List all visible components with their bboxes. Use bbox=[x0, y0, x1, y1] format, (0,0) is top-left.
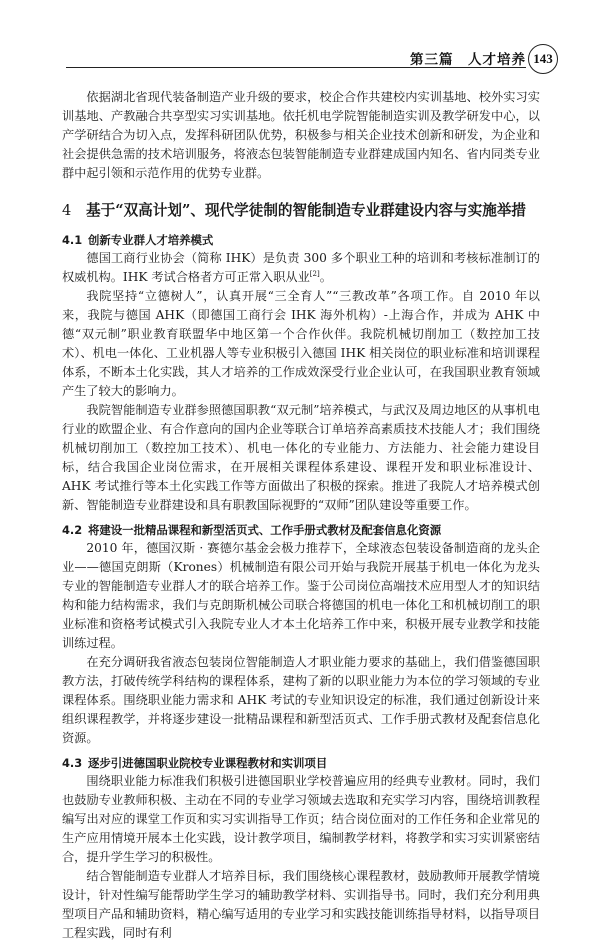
part-title: 第三篇 人才培养 bbox=[410, 52, 526, 68]
subsection-number: 4.2 bbox=[62, 523, 83, 537]
section-4-1-heading bbox=[62, 231, 540, 249]
subsection-title: 创新专业群人才培养模式 bbox=[88, 233, 214, 247]
paragraph-text: 德国工商行业协会（简称 IHK）是负责 300 多个职业工种的培训和考核标准制订的权威机构。IHK 考试合格者方可正常入职从业 bbox=[62, 251, 540, 284]
paragraph bbox=[62, 249, 540, 287]
subsection-number: 4.3 bbox=[62, 756, 83, 770]
paragraph: 在充分调研我省液态包装岗位智能制造人才职业能力要求的基础上，我们借鉴德国职教方法，打破传统学科结构的课程体系，建构了新的以职业能力为本位的学习领域的专业课程体系。围绕职业能力需求和 AHK 考试的专业知识设定的标准，我们通过创新设计来组织课程教学，并将逐步建设一批精品课程和新型活页式、工作手册式教材及配套信息化资源。 bbox=[62, 655, 540, 745]
section-number: 4 bbox=[62, 202, 72, 219]
subsection-title: 逐步引进德国职业院校专业课程教材和实训项目 bbox=[88, 756, 328, 770]
header-rule bbox=[66, 67, 526, 68]
intro-paragraph: 依据湖北省现代装备制造产业升级的要求，校企合作共建校内实训基地、校外实习实训基地、产教融合共享型实习实训基地。依托机电学院智能制造实训及教学研发中心，以产学研结合为切入点，发挥科研团队优势，积极参与相关企业技术创新和研发，为企业和社会提供急需的技术培训服务，将液态包装智能制造专业群建成国内知名、省内同类专业群中起引领和示范作用的优势专业群。 bbox=[62, 90, 540, 180]
paragraph: 结合智能制造专业群人才培养目标，我们围绕核心课程教材，鼓励教师开展教学情境设计，针对性编写能帮助学生学习的辅助教学材料、实训指导书。同时，我们充分利用典型项目产品和辅助资料，精心编写适用的专业学习和实践技能训练指导材料，以指导项目工程实践，同时有利 bbox=[62, 869, 540, 940]
section-4-3-heading bbox=[62, 754, 540, 772]
section-title: 基于“双高计划”、现代学徒制的智能制造专业群建设内容与实施举措 bbox=[86, 202, 527, 219]
paragraph-end: 。 bbox=[319, 270, 332, 284]
section-4-heading bbox=[62, 201, 540, 221]
subsection-title: 将建设一批精品课程和新型活页式、工作手册式教材及配套信息化资源 bbox=[88, 523, 442, 537]
running-header bbox=[0, 0, 600, 66]
paragraph: 我院智能制造专业群参照德国职教“双元制”培养模式，与武汉及周边地区的从事机电行业的欧盟企业、有合作意向的国内企业等联合订单培养高素质技术技能人才；我们围绕机械切削加工（数控加工技术）、机电一体化的专业能力、方法能力、社会能力建设目标，结合我国企业岗位需求，在开展相关课程体系建设、课程开发和职业标准设计、AHK 考试推行等本土化实践工作等方面做出了积极的探索。推进了我院人才培养模式创新、智能制造专业群建设和具有职教国际视野的“双师”团队建设等重要工作。 bbox=[62, 403, 540, 512]
footnote-ref: [2] bbox=[309, 269, 320, 278]
page-number-badge: 143 bbox=[528, 44, 558, 74]
section-4-2-heading bbox=[62, 521, 540, 539]
subsection-number: 4.1 bbox=[62, 233, 83, 247]
paragraph: 2010 年，德国汉斯 · 赛德尔基金会极力推荐下，全球液态包装设备制造商的龙头企业——德国克朗斯（Krones）机械制造有限公司开始与我院开展基于机电一体化为龙头专业的智能制造专业群人才的联合培养工作。鉴于公司岗位高端技术应用型人才的知识结构和能力结构需求，我们与克朗斯机械公司联合将德国的机电一体化工和机械切削工的职业标准和资格考试模式引入我院专业人才本土化培养工作中来，积极开展专业教学和技能训练过程。 bbox=[62, 541, 540, 650]
paragraph: 围绕职业能力标准我们积极引进德国职业学校普遍应用的经典专业教材。同时，我们也鼓励专业教师积极、主动在不同的专业学习领域去选取和充实学习内容，围绕培训教程编写出对应的课堂工作页和实习实训指导工作页；结合岗位面对的工作任务和企业常见的生产应用情境开展本土化实践，设计教学项目，编制教学材料，将教学和实习实训紧密结合，提升学生学习的积极性。 bbox=[62, 774, 540, 864]
body-text bbox=[62, 88, 540, 943]
paragraph: 我院坚持“立德树人”，认真开展“三全育人”“三教改革”各项工作。自 2010 年以来，我院与德国 AHK（即德国工商行会 IHK 海外机构）-上海合作，并成为 AHK 中德“双元制”职业教育联盟华中地区第一个合作伙伴。我院机械切削加工（数控加工技术）、机电一体化、工业机器人等专业积极引入德国 IHK 相关岗位的职业标准和培训课程体系，不断本土化实践，其人才培养的工作成效深受行业企业认可，在我国职业教育领域产生了较大的影响力。 bbox=[62, 289, 540, 398]
